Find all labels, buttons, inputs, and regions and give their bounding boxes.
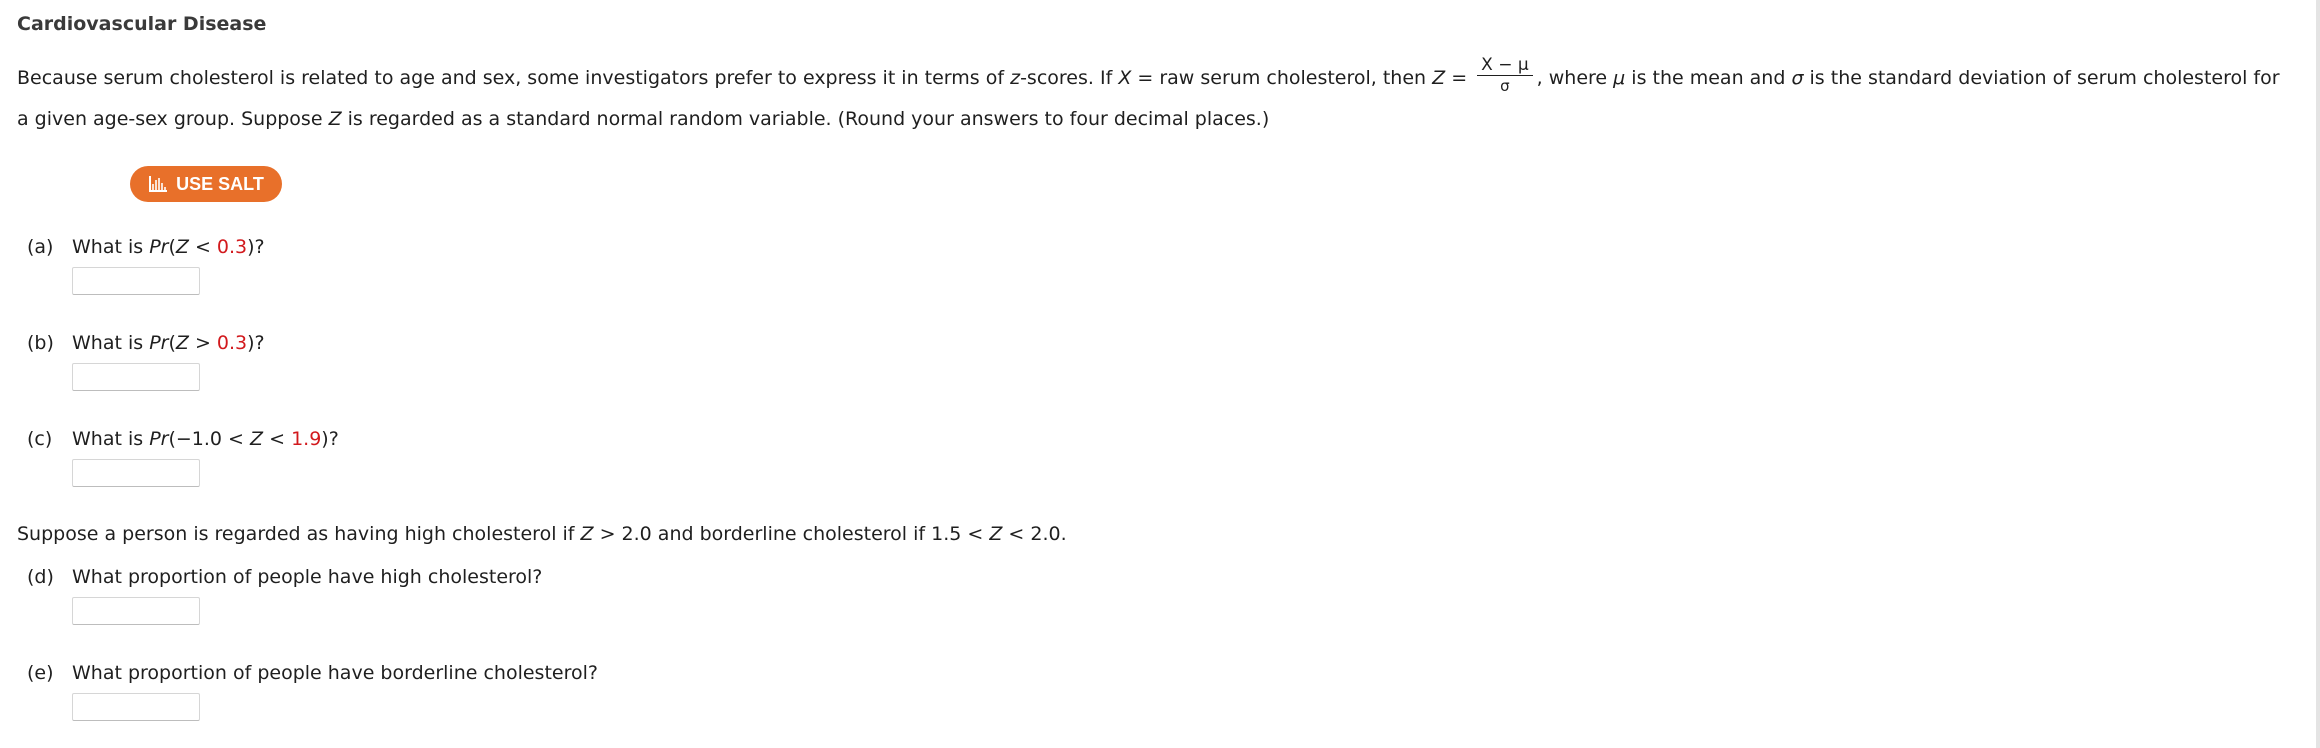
- answer-input-a[interactable]: [72, 267, 200, 295]
- question-text: )?: [247, 236, 265, 258]
- mid-var-z: Z: [580, 523, 594, 545]
- question-text: )?: [321, 428, 339, 450]
- fraction-denominator: σ: [1500, 77, 1510, 95]
- question-pr: Pr: [149, 332, 169, 354]
- intro-var-x: X: [1118, 67, 1132, 89]
- question-pr: Pr: [149, 428, 169, 450]
- question-text: What proportion of people have high cholesterol?: [72, 566, 543, 588]
- question-value: 1.9: [291, 428, 322, 450]
- question-var-z: Z: [175, 332, 189, 354]
- question-e: [27, 662, 598, 684]
- question-text: (: [168, 332, 176, 354]
- mid-var-z: Z: [989, 523, 1003, 545]
- question-b: [27, 332, 265, 354]
- mid-text: > 2.0 and borderline cholesterol if 1.5 <: [593, 523, 990, 545]
- question-a: [27, 236, 265, 258]
- intro-text: -scores. If: [1020, 67, 1119, 89]
- question-letter: (b): [27, 332, 54, 354]
- intro-text: is regarded as a standard normal random variable. (Round your answers to four decimal places.): [341, 108, 1270, 130]
- use-salt-label: USE SALT: [176, 173, 264, 194]
- answer-input-c[interactable]: [72, 459, 200, 487]
- intro-text: Because serum cholesterol is related to age and sex, some investigators prefer to express it in terms of: [17, 67, 1011, 89]
- intro-text: is the standard deviation of serum cholesterol for a given age-sex group. Suppose: [17, 67, 2280, 130]
- question-var-z: Z: [175, 236, 189, 258]
- intro-var-sigma: σ: [1791, 67, 1804, 89]
- answer-input-b[interactable]: [72, 363, 200, 391]
- intro-var-z: z: [1010, 67, 1021, 89]
- question-text: <: [263, 428, 292, 450]
- question-value: 0.3: [216, 332, 248, 354]
- question-pr: Pr: [149, 236, 169, 258]
- mid-text: < 2.0.: [1002, 523, 1067, 545]
- cholesterol-thresholds-text: [17, 523, 1067, 545]
- question-value: 0.3: [216, 236, 248, 258]
- page-scrollbar[interactable]: [2316, 0, 2320, 748]
- question-letter: (d): [27, 566, 54, 588]
- intro-var-mu: μ: [1613, 67, 1626, 89]
- question-letter: (e): [27, 662, 54, 684]
- question-text: What is: [72, 428, 150, 450]
- answer-input-d[interactable]: [72, 597, 200, 625]
- problem-intro: [17, 55, 2287, 139]
- use-salt-button[interactable]: [130, 166, 282, 202]
- question-text: <: [188, 236, 217, 258]
- intro-text: is the mean and: [1625, 67, 1792, 89]
- question-d: [27, 566, 542, 588]
- mid-text: Suppose a person is regarded as having high cholesterol if: [17, 523, 581, 545]
- intro-text: =: [1445, 67, 1474, 89]
- question-letter: (a): [27, 236, 54, 258]
- question-text: (−1.0 <: [168, 428, 251, 450]
- question-text: What proportion of people have borderline cholesterol?: [72, 662, 598, 684]
- chart-icon: [148, 175, 168, 193]
- intro-text: , where: [1536, 67, 1614, 89]
- answer-input-e[interactable]: [72, 693, 200, 721]
- question-text: What is: [72, 332, 150, 354]
- problem-title: Cardiovascular Disease: [17, 13, 267, 35]
- question-text: What is: [72, 236, 150, 258]
- question-var-z: Z: [250, 428, 264, 450]
- intro-text: = raw serum cholesterol, then: [1131, 67, 1433, 89]
- question-text: >: [188, 332, 217, 354]
- question-text: )?: [247, 332, 265, 354]
- question-letter: (c): [27, 428, 53, 450]
- intro-var-z: Z: [328, 108, 342, 130]
- question-text: (: [168, 236, 176, 258]
- intro-var-z: Z: [1432, 67, 1446, 89]
- z-score-fraction: [1477, 55, 1533, 96]
- question-c: [27, 428, 339, 450]
- fraction-numerator: X − μ: [1477, 55, 1533, 76]
